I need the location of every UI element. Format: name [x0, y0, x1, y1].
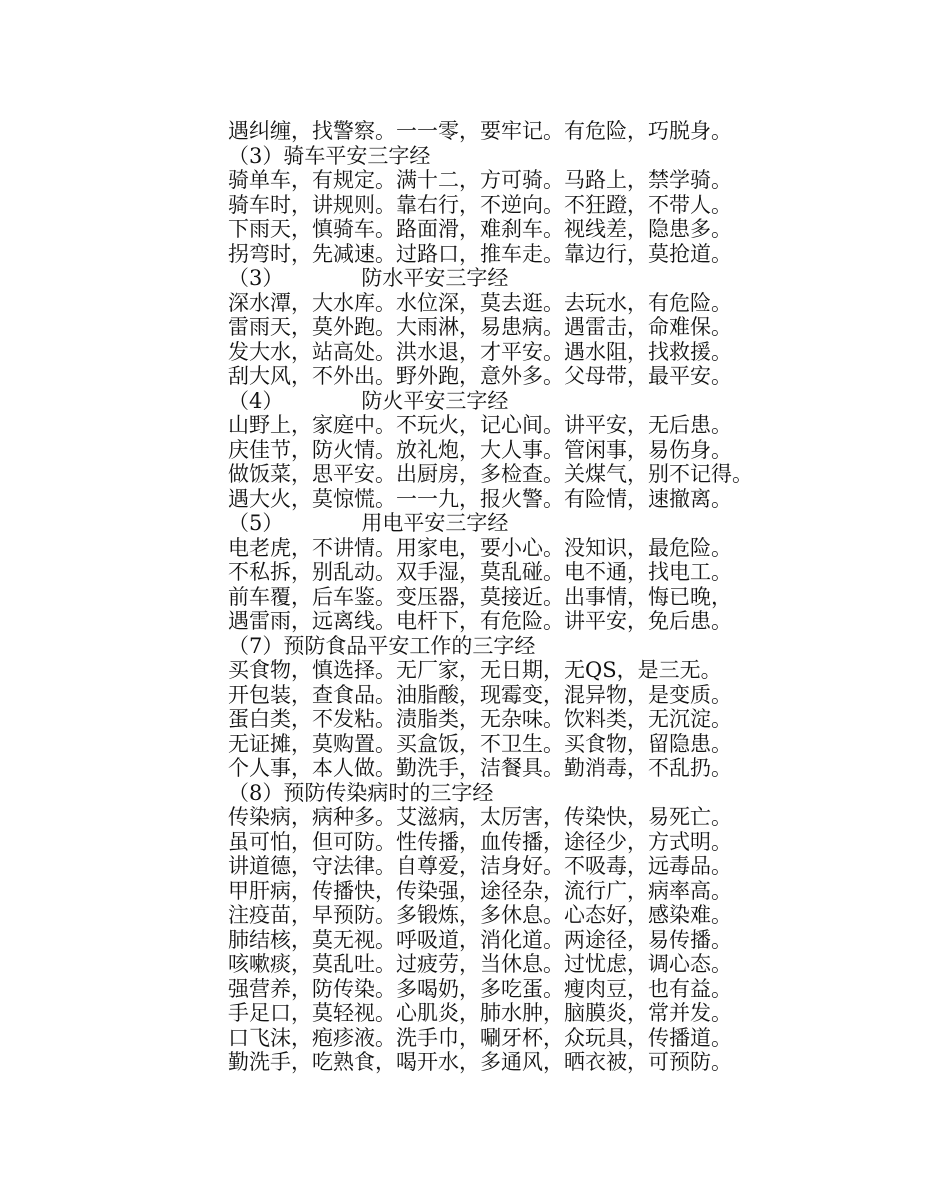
section-number: （5） [228, 511, 284, 535]
verse-line: 个人事，本人做。勤洗手，洁餐具。勤消毒，不乱扔。 [228, 756, 732, 780]
section-number: （4） [228, 388, 284, 413]
verse-line: 讲道德，守法律。自尊爱，洁身好。不吸毒，远毒品。 [228, 854, 732, 878]
verse-line: 口飞沫，疱疹液。洗手巾，唰牙杯，众玩具，传播道。 [228, 1025, 732, 1050]
verse-line: 庆佳节，防火情。放礼炮，大人事。管闲事，易伤身。 [228, 437, 732, 462]
section-number: （3） [228, 143, 284, 168]
verse-line: 骑车时，讲规则。靠右行，不逆向。不狂蹬，不带人。 [228, 192, 732, 217]
section-heading [228, 634, 928, 659]
section-title: 防水平安三字经 [361, 266, 509, 290]
section-heading [228, 266, 928, 291]
verse-line: 注疫苗，早预防。多锻炼，多休息。心态好，感染难。 [228, 903, 732, 927]
section-title: 骑车平安三字经 [283, 143, 431, 168]
verse-line: 拐弯时，先减速。过路口，推车走。靠边行，莫抢道。 [228, 241, 732, 266]
verse-line: 遇雷雨，远离线。电杆下，有危险。讲平安，免后患。 [228, 609, 732, 633]
verse-line: 肺结核，莫无视。呼吸道，消化道。两途径，易传播。 [228, 927, 732, 952]
section-heading [228, 389, 928, 414]
section-number: （8） [228, 780, 284, 805]
verse-line: 强营养，防传染。多喝奶，多吃蛋。瘦肉豆，也有益。 [228, 976, 732, 1001]
verse-line: 前车覆，后车鉴。变压器，莫接近。出事情，悔已晚， [228, 584, 732, 609]
verse-line: 遇纠缠，找警察。一一零，要牢记。有危险，巧脱身。 [228, 119, 732, 143]
verse-line: 山野上，家庭中。不玩火，记心间。讲平安，无后患。 [228, 413, 732, 437]
section-title: 预防食品平安工作的三字经 [283, 633, 536, 658]
verse-line: 咳嗽痰，莫乱吐。过疲劳，当休息。过忧虑，调心态。 [228, 952, 732, 976]
document-body [228, 119, 928, 1075]
verse-line: 甲肝病，传播快，传染强，途径杂，流行广，病率高。 [228, 878, 732, 903]
section-heading [228, 511, 928, 536]
verse-line: 刮大风，不外出。野外跑，意外多。父母带，最平安。 [228, 364, 732, 388]
verse-line: 雷雨天，莫外跑。大雨淋，易患病。遇雷击，命难保。 [228, 315, 732, 339]
verse-line: 不私拆，别乱动。双手湿，莫乱碰。电不通，找电工。 [228, 560, 732, 584]
verse-line: 做饭菜，思平安。出厨房，多检查。关煤气，别不记得。 [228, 462, 753, 486]
verse-line: 蛋白类，不发粘。渍脂类，无杂味。饮料类，无沉淀。 [228, 707, 732, 731]
verse-line: 骑单车，有规定。满十二，方可骑。马路上，禁学骑。 [228, 168, 732, 192]
section-number: （7） [228, 633, 284, 658]
verse-line: 手足口，莫轻视。心肌炎，肺水肿，脑膜炎，常并发。 [228, 1001, 732, 1025]
section-number: （3） [228, 266, 284, 290]
verse-line: 无证摊，莫购置。买盒饭，不卫生。买食物，留隐患。 [228, 731, 732, 756]
verse-line: 发大水，站高处。洪水退，才平安。遇水阻，找救援。 [228, 339, 732, 364]
verse-line: 勤洗手，吃熟食，喝开水，多通风，晒衣被，可预防。 [228, 1050, 732, 1074]
verse-line: 下雨天，慎骑车。路面滑，难刹车。视线差，隐患多。 [228, 217, 732, 241]
verse-line: 电老虎，不讲情。用家电，要小心。没知识，最危险。 [228, 535, 732, 560]
verse-line: 虽可怕，但可防。性传播，血传播，途径少，方式明。 [228, 829, 732, 854]
section-title: 预防传染病时的三字经 [283, 780, 494, 805]
section-heading [228, 144, 928, 169]
section-heading [228, 781, 928, 806]
section-title: 防火平安三字经 [361, 388, 509, 413]
section-title: 用电平安三字经 [361, 511, 509, 535]
verse-line: 开包装，查食品。油脂酸，现霉变，混异物，是变质。 [228, 682, 732, 707]
verse-line: 买食物，慎选择。无厂家，无日期，无QS，是三无。 [228, 658, 722, 682]
verse-line: 遇大火，莫惊慌。一一九，报火警。有险情，速撤离。 [228, 486, 732, 511]
verse-line: 传染病，病种多。艾滋病，太厉害，传染快，易死亡。 [228, 805, 732, 829]
verse-line: 深水潭，大水库。水位深，莫去逛。去玩水，有危险。 [228, 290, 732, 315]
